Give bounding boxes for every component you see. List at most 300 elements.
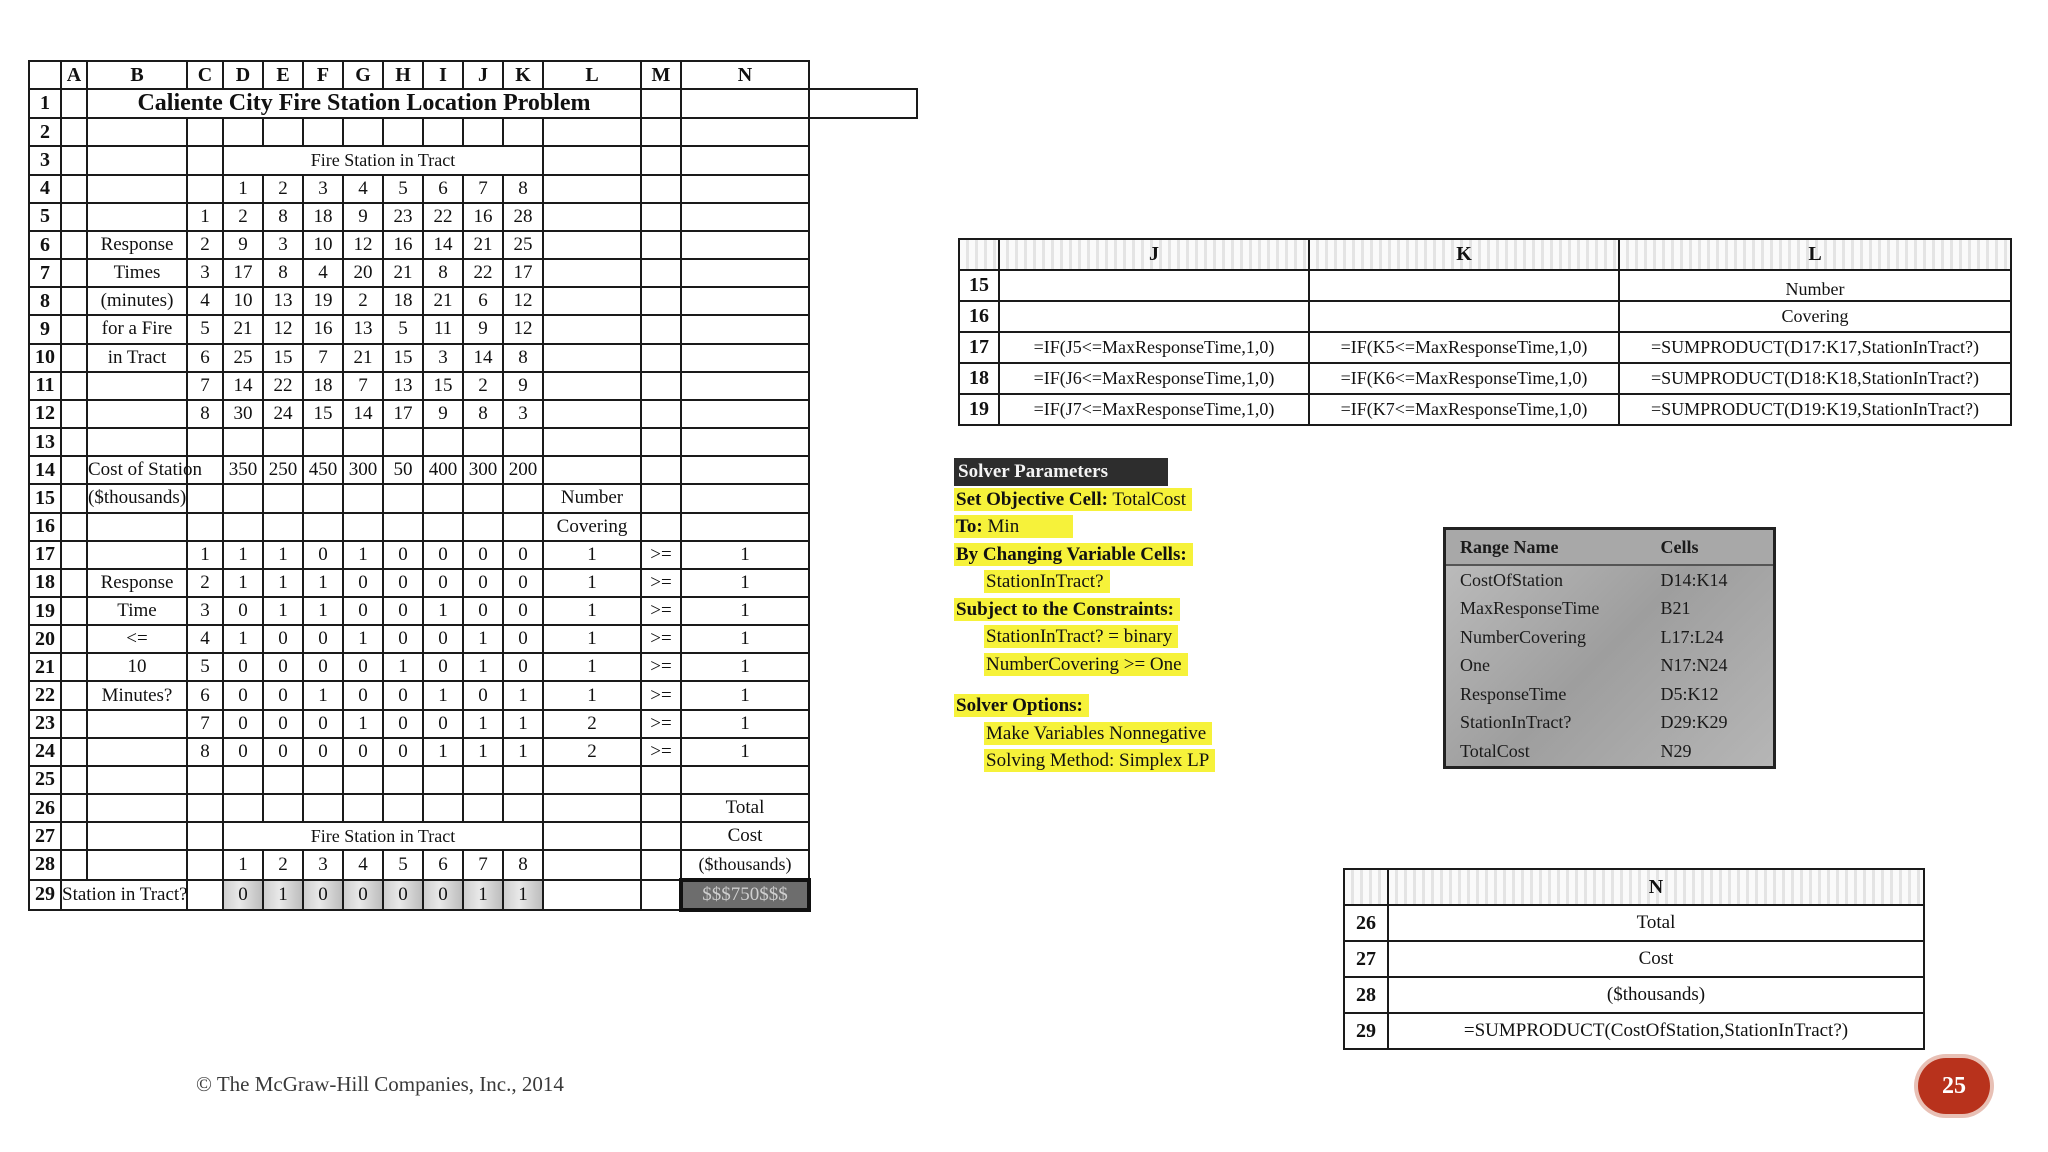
empty-cell	[503, 428, 543, 456]
column-header-j: J	[999, 239, 1309, 270]
row-number: 16	[29, 513, 61, 541]
empty-cell	[641, 315, 681, 343]
empty-cell	[263, 794, 303, 822]
covering-label: Covering	[1619, 301, 2011, 332]
coverage-cell: 1	[423, 681, 463, 709]
response-time-cell: 18	[303, 203, 343, 231]
empty-cell	[543, 794, 641, 822]
coverage-cell: 0	[503, 569, 543, 597]
empty-cell	[383, 428, 423, 456]
sheet-row	[29, 653, 917, 681]
empty-cell	[543, 175, 641, 203]
coverage-cell: 0	[463, 597, 503, 625]
response-time-cell: 11	[423, 315, 463, 343]
response-time-cell: 14	[463, 344, 503, 372]
response-time-cell: 19	[303, 287, 343, 315]
sheet-row	[29, 61, 917, 89]
empty-cell	[87, 146, 187, 174]
row-number: 26	[29, 794, 61, 822]
empty-cell	[681, 89, 809, 118]
empty-cell	[681, 766, 809, 794]
empty-cell	[641, 203, 681, 231]
sheet-row	[29, 287, 917, 315]
response-times-label: (minutes)	[87, 287, 187, 315]
formula-cell: =SUMPRODUCT(D18:K18,StationInTract?)	[1619, 363, 2011, 394]
formula-row	[959, 363, 2011, 394]
coverage-cell: 1	[383, 653, 423, 681]
empty-cell	[87, 850, 187, 879]
solver-title: Solver Parameters	[954, 458, 1168, 486]
empty-cell	[383, 484, 423, 512]
options-label: Solver Options:	[954, 694, 1089, 717]
empty-cell	[463, 428, 503, 456]
tract-index: 5	[187, 653, 223, 681]
empty-cell	[543, 118, 641, 146]
empty-cell	[681, 175, 809, 203]
column-letter: C	[187, 61, 223, 89]
station-cost: 400	[423, 456, 463, 484]
row-number: 4	[29, 175, 61, 203]
empty-cell	[423, 794, 463, 822]
formula-cell: =SUMPRODUCT(D17:K17,StationInTract?)	[1619, 332, 2011, 363]
cost-units: ($thousands)	[681, 850, 809, 879]
row-number: 24	[29, 738, 61, 766]
empty-cell	[303, 118, 343, 146]
empty-cell	[303, 766, 343, 794]
row-number: 29	[1344, 1013, 1388, 1049]
fire-station-header: Fire Station in Tract	[223, 146, 543, 174]
empty-cell	[641, 287, 681, 315]
coverage-cell: 1	[263, 569, 303, 597]
sheet-row	[29, 766, 917, 794]
range-name: NumberCovering	[1460, 626, 1586, 647]
empty-cell	[61, 259, 87, 287]
tract-index: 3	[187, 259, 223, 287]
n-cell: ($thousands)	[1388, 977, 1924, 1013]
coverage-cell: 0	[223, 738, 263, 766]
station-in-tract-label: Station in Tract?	[61, 880, 187, 910]
empty-cell	[641, 850, 681, 879]
empty-cell	[61, 372, 87, 400]
empty-cell	[61, 653, 87, 681]
empty-cell	[87, 372, 187, 400]
response-time-cell: 22	[463, 259, 503, 287]
range-row	[1445, 652, 1775, 681]
empty-cell	[223, 794, 263, 822]
empty-cell	[61, 569, 87, 597]
empty-cell	[263, 513, 303, 541]
tract-index: 5	[187, 315, 223, 343]
sheet-row	[29, 794, 917, 822]
coverage-cell: 1	[423, 738, 463, 766]
response-time-cell: 3	[263, 231, 303, 259]
empty-cell	[463, 766, 503, 794]
empty-cell	[87, 400, 187, 428]
formula-table	[958, 238, 2012, 426]
empty-cell	[543, 259, 641, 287]
empty-cell	[61, 231, 87, 259]
formula-cell: =SUMPRODUCT(D19:K19,StationInTract?)	[1619, 394, 2011, 425]
response-time-cell: 10	[223, 287, 263, 315]
coverage-cell: 0	[383, 681, 423, 709]
n-row	[1344, 977, 1924, 1013]
sheet-row	[29, 146, 917, 174]
response-time-cell: 8	[263, 259, 303, 287]
number-covering-cell: 1	[543, 541, 641, 569]
option-2: Solving Method: Simplex LP	[984, 749, 1215, 772]
range-row	[1445, 680, 1775, 709]
response-time-cell: 16	[463, 203, 503, 231]
row-number: 6	[29, 231, 61, 259]
row-number: 15	[29, 484, 61, 512]
covering-label: Covering	[543, 513, 641, 541]
number-covering-cell: 2	[543, 738, 641, 766]
empty-cell	[543, 372, 641, 400]
response-time-cell: 12	[343, 231, 383, 259]
empty-cell	[681, 231, 809, 259]
constraint-1: StationInTract? = binary	[984, 625, 1178, 648]
formula-row	[959, 270, 2011, 301]
empty-cell	[61, 89, 87, 118]
sheet-row	[29, 513, 917, 541]
coverage-cell: 1	[343, 541, 383, 569]
column-letter: N	[681, 61, 809, 89]
empty-cell	[641, 880, 681, 910]
range-cells: D5:K12	[1660, 683, 1719, 704]
column-letter: G	[343, 61, 383, 89]
row-number: 18	[29, 569, 61, 597]
empty-cell	[61, 146, 87, 174]
empty-cell	[187, 766, 223, 794]
coverage-cell: 1	[263, 541, 303, 569]
number-label: Number	[543, 484, 641, 512]
coverage-cell: 0	[343, 681, 383, 709]
empty-cell	[61, 850, 87, 879]
empty-cell	[187, 175, 223, 203]
tract-index: 3	[187, 597, 223, 625]
tract-index: 8	[187, 738, 223, 766]
empty-cell	[809, 89, 917, 118]
coverage-cell: 0	[223, 681, 263, 709]
n-row	[1344, 905, 1924, 941]
empty-cell	[681, 428, 809, 456]
coverage-cell: 0	[223, 597, 263, 625]
sheet-row	[29, 372, 917, 400]
range-cells: N29	[1660, 740, 1692, 761]
empty-cell	[61, 766, 87, 794]
sheet-row	[29, 597, 917, 625]
row-number: 27	[1344, 941, 1388, 977]
range-name: One	[1460, 655, 1490, 676]
response-time-cell: 21	[383, 259, 423, 287]
formula-cell: =IF(K7<=MaxResponseTime,1,0)	[1309, 394, 1619, 425]
empty-cell	[543, 146, 641, 174]
station-cost: 200	[503, 456, 543, 484]
empty-cell	[343, 513, 383, 541]
coverage-cell: 0	[383, 738, 423, 766]
coverage-cell: 0	[423, 541, 463, 569]
fire-station-header: Fire Station in Tract	[223, 822, 543, 850]
response-time-cell: 10	[303, 231, 343, 259]
coverage-cell: 0	[263, 625, 303, 653]
n-cell: Total	[1388, 905, 1924, 941]
empty-cell	[263, 118, 303, 146]
sheet-row	[29, 681, 917, 709]
response-time-cell: 24	[263, 400, 303, 428]
response-time-cell: 8	[463, 400, 503, 428]
row-number: 18	[959, 363, 999, 394]
coverage-cell: 0	[343, 653, 383, 681]
empty-cell	[61, 625, 87, 653]
empty-cell	[223, 513, 263, 541]
empty-cell	[681, 400, 809, 428]
empty-cell	[681, 146, 809, 174]
response-time-cell: 21	[343, 344, 383, 372]
coverage-cell: 0	[423, 710, 463, 738]
response-time-cell: 25	[503, 231, 543, 259]
coverage-cell: 1	[463, 710, 503, 738]
one-cell: 1	[681, 541, 809, 569]
empty-cell	[543, 822, 641, 850]
tract-number: 5	[383, 850, 423, 879]
response-times-label: Times	[87, 259, 187, 287]
formula-row	[959, 332, 2011, 363]
empty-cell	[463, 513, 503, 541]
empty-cell	[223, 766, 263, 794]
number-covering-cell: 1	[543, 653, 641, 681]
formula-cell	[999, 270, 1309, 301]
empty-cell	[423, 428, 463, 456]
station-cost: 250	[263, 456, 303, 484]
formula-row	[959, 394, 2011, 425]
empty-cell	[303, 513, 343, 541]
coverage-cell: 0	[383, 710, 423, 738]
response-time-cell: 2	[463, 372, 503, 400]
tract-number: 8	[503, 175, 543, 203]
row-number: 2	[29, 118, 61, 146]
formula-cell	[1309, 301, 1619, 332]
row-number: 28	[1344, 977, 1388, 1013]
option-1: Make Variables Nonnegative	[984, 722, 1212, 745]
column-letter: E	[263, 61, 303, 89]
empty-cell	[681, 484, 809, 512]
row-number: 13	[29, 428, 61, 456]
range-row	[1445, 737, 1775, 767]
sheet-row	[29, 231, 917, 259]
copyright-notice: © The McGraw-Hill Companies, Inc., 2014	[196, 1072, 564, 1096]
empty-cell	[641, 372, 681, 400]
geq-sign: >=	[641, 541, 681, 569]
tract-number: 6	[423, 175, 463, 203]
geq-sign: >=	[641, 653, 681, 681]
empty-cell	[681, 259, 809, 287]
empty-cell	[641, 766, 681, 794]
response-time-cell: 21	[223, 315, 263, 343]
empty-cell	[61, 118, 87, 146]
range-name: ResponseTime	[1460, 683, 1567, 704]
response-time-cell: 12	[503, 315, 543, 343]
empty-cell	[87, 822, 187, 850]
empty-cell	[87, 738, 187, 766]
empty-cell	[641, 428, 681, 456]
empty-cell	[87, 175, 187, 203]
one-cell: 1	[681, 569, 809, 597]
empty-cell	[681, 118, 809, 146]
sheet-row	[29, 456, 917, 484]
station-decision-cell: 0	[223, 880, 263, 910]
empty-cell	[681, 344, 809, 372]
row-number: 21	[29, 653, 61, 681]
range-cells: L17:L24	[1660, 626, 1724, 647]
empty-cell	[543, 850, 641, 879]
corner-cell	[959, 239, 999, 270]
objective-value: TotalCost	[1112, 488, 1186, 510]
station-cost: 450	[303, 456, 343, 484]
coverage-cell: 0	[383, 541, 423, 569]
sheet-row	[29, 850, 917, 879]
response-time-cell: 8	[263, 203, 303, 231]
empty-cell	[423, 513, 463, 541]
empty-cell	[303, 428, 343, 456]
tract-index: 2	[187, 231, 223, 259]
station-decision-cell: 0	[383, 880, 423, 910]
sheet-row	[29, 428, 917, 456]
geq-sign: >=	[641, 569, 681, 597]
row-number: 29	[29, 880, 61, 910]
one-cell: 1	[681, 625, 809, 653]
one-cell: 1	[681, 710, 809, 738]
column-letter: H	[383, 61, 423, 89]
empty-cell	[641, 231, 681, 259]
tract-index: 7	[187, 372, 223, 400]
coverage-cell: 0	[303, 738, 343, 766]
empty-cell	[641, 822, 681, 850]
response-time-cell: 23	[383, 203, 423, 231]
number-covering-cell: 1	[543, 597, 641, 625]
empty-cell	[303, 794, 343, 822]
formula-cell	[999, 301, 1309, 332]
empty-cell	[61, 203, 87, 231]
coverage-cell: 0	[303, 541, 343, 569]
response-time-cell: 15	[423, 372, 463, 400]
empty-cell	[187, 118, 223, 146]
response-times-label: for a Fire	[87, 315, 187, 343]
empty-cell	[503, 118, 543, 146]
coverage-label: 10	[87, 653, 187, 681]
empty-cell	[61, 315, 87, 343]
coverage-cell: 0	[303, 710, 343, 738]
empty-cell	[383, 513, 423, 541]
response-time-cell: 14	[423, 231, 463, 259]
response-time-cell: 4	[303, 259, 343, 287]
range-name: TotalCost	[1460, 740, 1530, 761]
row-number: 7	[29, 259, 61, 287]
response-time-cell: 13	[383, 372, 423, 400]
coverage-cell: 0	[383, 597, 423, 625]
sheet-row	[29, 710, 917, 738]
empty-cell	[423, 484, 463, 512]
empty-cell	[61, 597, 87, 625]
empty-cell	[187, 794, 223, 822]
one-cell: 1	[681, 681, 809, 709]
sheet-row	[29, 118, 917, 146]
empty-cell	[87, 794, 187, 822]
response-time-cell: 8	[503, 344, 543, 372]
tract-number: 8	[503, 850, 543, 879]
empty-cell	[503, 766, 543, 794]
response-time-cell: 18	[303, 372, 343, 400]
empty-cell	[87, 710, 187, 738]
cost-units-label: ($thousands)	[87, 484, 187, 512]
empty-cell	[61, 541, 87, 569]
empty-cell	[681, 456, 809, 484]
empty-cell	[343, 428, 383, 456]
response-time-cell: 28	[503, 203, 543, 231]
empty-cell	[681, 203, 809, 231]
row-number: 27	[29, 822, 61, 850]
coverage-cell: 0	[423, 569, 463, 597]
empty-cell	[263, 428, 303, 456]
one-cell: 1	[681, 597, 809, 625]
range-row	[1445, 565, 1775, 595]
coverage-cell: 0	[383, 569, 423, 597]
empty-cell	[463, 484, 503, 512]
station-decision-cell: 1	[263, 880, 303, 910]
sheet-row	[29, 89, 917, 118]
tract-number: 7	[463, 175, 503, 203]
empty-cell	[641, 344, 681, 372]
coverage-cell: 1	[303, 681, 343, 709]
n-row	[1344, 1013, 1924, 1049]
response-time-cell: 20	[343, 259, 383, 287]
row-number: 8	[29, 287, 61, 315]
response-time-cell: 15	[303, 400, 343, 428]
coverage-cell: 0	[263, 710, 303, 738]
sheet-row	[29, 569, 917, 597]
changing-value: StationInTract?	[984, 570, 1110, 593]
empty-cell	[61, 738, 87, 766]
empty-cell	[641, 513, 681, 541]
response-times-label: Response	[87, 231, 187, 259]
empty-cell	[543, 203, 641, 231]
formula-cell: =IF(K6<=MaxResponseTime,1,0)	[1309, 363, 1619, 394]
empty-cell	[463, 118, 503, 146]
coverage-cell: 0	[263, 681, 303, 709]
response-time-cell: 14	[343, 400, 383, 428]
column-letter: K	[503, 61, 543, 89]
row-number: 17	[959, 332, 999, 363]
one-cell: 1	[681, 653, 809, 681]
n-cell: Cost	[1388, 941, 1924, 977]
sheet-row	[29, 259, 917, 287]
row-number: 26	[1344, 905, 1388, 941]
range-row	[1445, 595, 1775, 624]
coverage-cell: 0	[303, 625, 343, 653]
empty-cell	[383, 118, 423, 146]
response-time-cell: 8	[423, 259, 463, 287]
column-letter: F	[303, 61, 343, 89]
column-letter: I	[423, 61, 463, 89]
coverage-cell: 0	[223, 710, 263, 738]
n-cell: =SUMPRODUCT(CostOfStation,StationInTract?)	[1388, 1013, 1924, 1049]
response-time-cell: 15	[263, 344, 303, 372]
sheet-row	[29, 344, 917, 372]
empty-cell	[263, 484, 303, 512]
empty-cell	[303, 484, 343, 512]
response-time-cell: 3	[423, 344, 463, 372]
station-cost: 300	[343, 456, 383, 484]
row-number: 25	[29, 766, 61, 794]
